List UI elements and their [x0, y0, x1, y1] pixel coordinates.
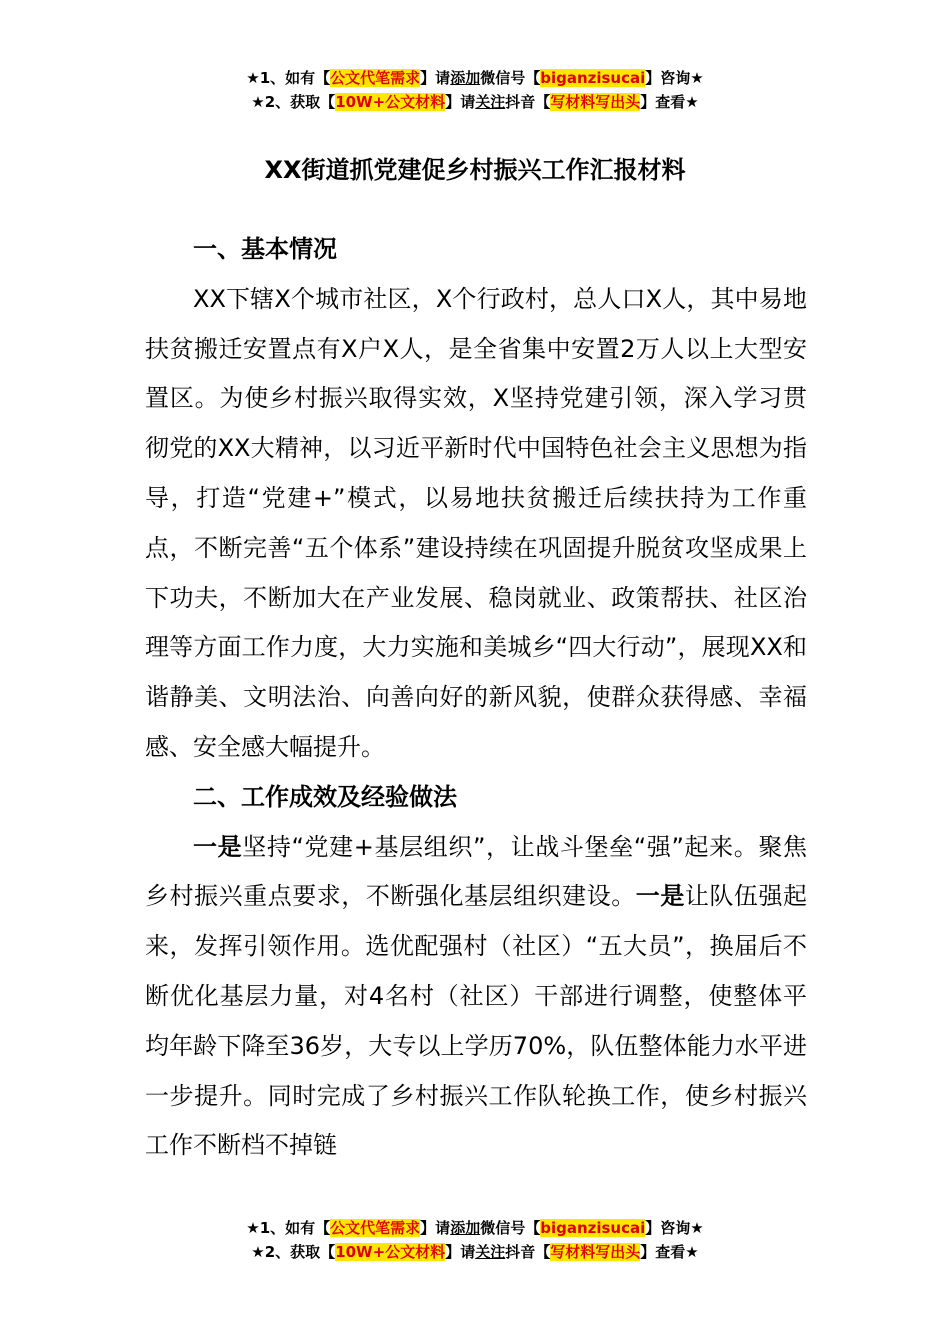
lead-marker: 一是: [635, 882, 685, 911]
banner-underline: 添加: [450, 1219, 481, 1237]
banner-highlight: biganzisucai: [540, 69, 646, 87]
header-banner: [0, 66, 950, 114]
banner-text: ★2、获取【: [251, 1243, 336, 1261]
footer-banner: [0, 1216, 950, 1264]
banner-text: 】查看★: [640, 1243, 699, 1261]
banner-underline: 添加: [450, 69, 481, 87]
banner-line-1: [0, 1216, 950, 1240]
banner-line-2: [0, 90, 950, 114]
paragraph-text: 让队伍强起来，发挥引领作用。选优配强村（社区）“五大员”，换届后不断优化基层力量，对4名村（社区）干部进行调整，使整体平均年龄下降至36岁，大专以上学历70%，队伍整体能力水平进一步提升。同时完成了乡村振兴工作队轮换工作，使乡村振兴工作不断档不掉链: [145, 882, 808, 1160]
banner-highlight: biganzisucai: [540, 1219, 646, 1237]
banner-underline: 关注: [475, 1243, 506, 1261]
lead-marker: 一是: [193, 832, 243, 861]
banner-text: ★1、如有【: [246, 1219, 331, 1237]
banner-highlight: 10W+公文材料: [335, 1243, 446, 1261]
banner-text: ★2、获取【: [251, 93, 336, 111]
banner-line-2: [0, 1240, 950, 1264]
banner-underline: 关注: [475, 93, 506, 111]
banner-text: 】请: [445, 1243, 476, 1261]
banner-text: ★1、如有【: [246, 69, 331, 87]
banner-text: 】咨询★: [645, 69, 704, 87]
banner-text: 】请: [420, 69, 451, 87]
banner-highlight: 公文代笔需求: [330, 69, 421, 87]
document-title: XX街道抓党建促乡村振兴工作汇报材料: [264, 156, 686, 184]
banner-text: 】请: [420, 1219, 451, 1237]
paragraph-achievements: [145, 823, 807, 1172]
banner-text: 抖音【: [505, 1243, 551, 1261]
banner-highlight: 10W+公文材料: [335, 93, 446, 111]
banner-text: 微信号【: [480, 69, 541, 87]
banner-text: 微信号【: [480, 1219, 541, 1237]
banner-text: 】咨询★: [645, 1219, 704, 1237]
paragraph-basic-info: XX下辖X个城市社区，X个行政村，总人口X人，其中易地扶贫搬迁安置点有X户X人，是全省集中安置2万人以上大型安置区。为使乡村振兴取得实效，X坚持党建引领，深入学习贯彻党的XX大精神，以习近平新时代中国特色社会主义思想为指导，打造“党建+”模式，以易地扶贫搬迁后续扶持为工作重点，不断完善“五个体系”建设持续在巩固提升脱贫攻坚成果上下功夫，不断加大在产业发展、稳岗就业、政策帮扶、社区治理等方面工作力度，大力实施和美城乡“四大行动”，展现XX和谐静美、文明法治、向善向好的新风貌，使群众获得感、幸福感、安全感大幅提升。: [145, 284, 807, 761]
section-heading-1: 一、基本情况: [193, 235, 337, 263]
document-body: [145, 225, 807, 1171]
banner-highlight: 公文代笔需求: [330, 1219, 421, 1237]
section-heading-2: 二、工作成效及经验做法: [193, 782, 457, 811]
banner-text: 】请: [445, 93, 476, 111]
banner-line-1: [0, 66, 950, 90]
banner-text: 抖音【: [505, 93, 551, 111]
banner-text: 】查看★: [640, 93, 699, 111]
banner-highlight: 写材料写出头: [550, 93, 641, 111]
banner-highlight: 写材料写出头: [550, 1243, 641, 1261]
paragraph-text: 坚持“党建+基层组织”，让战斗堡垒“强”起来。聚焦乡村振兴重点要求，不断强化基层组织建设。: [145, 832, 808, 911]
